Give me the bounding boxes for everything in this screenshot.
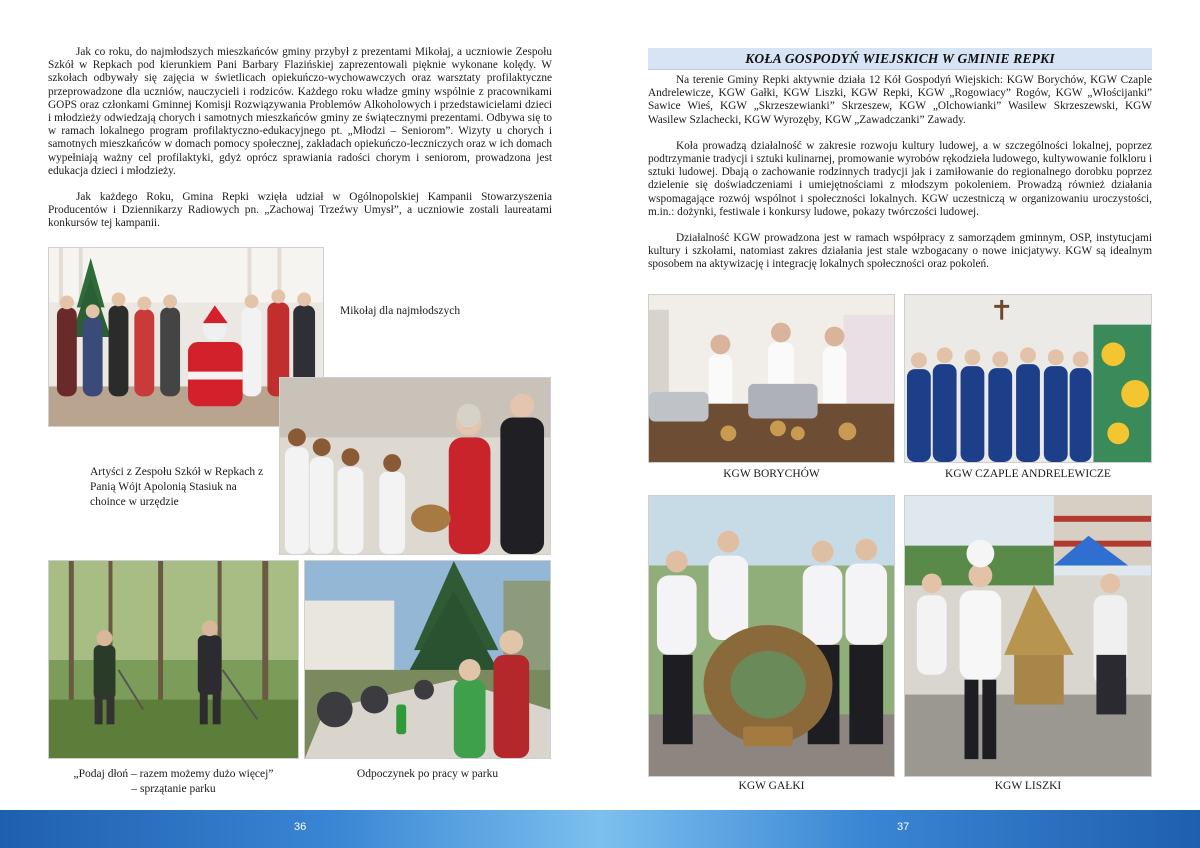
caption-artysci: Artyści z Zespołu Szkół w Repkach z Panią Wójt Apolonią Stasiuk na choince w urzędzie [90,466,264,508]
section-heading-bar [648,48,1152,70]
photo-sprzatanie-image [49,561,298,758]
section-heading: KOŁA GOSPODYŃ WIEJSKICH W GMINIE REPKI [745,50,1055,66]
right-page [600,0,1200,810]
caption-podaj-dlon [48,767,299,797]
photo-galki-image [649,496,894,776]
photo-odpoczynek [304,560,551,759]
left-page [0,0,600,810]
photo-kgw-liszki [904,495,1152,777]
right-paragraph-1: Na terenie Gminy Repki aktywnie działa 12 Kół Gospodyń Wiejskich: KGW Borychów, KGW Czaple Andrelewicze, KGW Gałki, KGW Liszki, KGW Repki, KGW „Rogowiacy” Rogów, KGW „Włościjanki” Sawice Wieś, KGW „Skrzeszewianki” Skrzeszew, KGW „Olchowianki” Wasilew Skrzeszewski, KGW Wasilew Szlachecki, KGW Wyrozęby, KGW „Zawadczanki” Zawady. [648,74,1152,126]
photo-borychow-image [649,295,894,462]
photo-artysci [279,377,551,555]
caption-mikolaj: Mikołaj dla najmłodszych [340,305,461,317]
left-text-block [48,46,552,244]
photo-kgw-czaple [904,294,1152,463]
photo-kgw-galki [648,495,895,777]
caption-odpoczynek: Odpoczynek po pracy w parku [356,768,499,780]
right-paragraph-2: Koła prowadzą działalność w zakresie rozwoju kultury ludowej, a w szczególności lokalnej, poprzez podtrzymanie tradycji i sztuki kulinarnej, promowanie wyrobów rękodzieła ludowego, kultywowanie folkloru i sztuki ludowej. Dbają o zachowanie rodzinnych tradycji jak i zamiłowanie do regionalnego dorobku poprzez dzielenie się doświadczeniami i umiejętnościami z młodszym pokoleniem. Prowadzą również działania wspomagające rozwój wspólnot i społeczności lokalnych. KGW uczestniczą w organizowaniu uroczystości, m.in.: dożynki, festiwale i konkursy ludowe, pokazy twórczości ludowej. [648,139,1152,218]
photo-artysci-image [280,378,550,554]
photo-odpoczynek-image [305,561,550,758]
left-paragraph-1: Jak co roku, do najmłodszych mieszkańców gminy przybył z prezentami Mikołaj, a uczniowie Zespołu Szkół w Repkach pod kierunkiem Pani Barbary Flazińskiej zaprezentowali pięknie wykonane kolędy. W szkołach odbywały się zajęcia w świetlicach opiekuńczo-wychowawczych oraz warsztaty profilaktyczne przeprowadzone dla uczniów, nauczycieli i rodziców. Każdego roku władze gminy wspólnie z pracownikami GOPS oraz członkami Gminnej Komisji Rozwiązywania Problemów Alkoholowych i przedstawicielami dzieci i młodzieży odwiedzają chorych i samotnych mieszkańców gminy ze świątecznymi prezentami. Odbywa się to w ramach lokalnego program profilaktyczno-edukacyjnego pt. „Młodzi – Seniorom”. Wizyty u chorych i samotnych mieszkańców w domach pomocy społecznej, zakładach opiekuńczo-leczniczych oraz w ich domach wypełniają ważny cel profilaktyki, gdyż oprócz sprawiania radości chorym i seniorom, prowadzona jest edukacja dzieci i młodzieży. [48,46,552,177]
caption-kgw-borychow: KGW BORYCHÓW [723,468,820,480]
caption-kgw-galki: KGW GAŁKI [738,780,805,792]
page-number-right: 37 [897,821,910,833]
page-number-left: 36 [294,821,307,833]
caption-podaj-dlon-line-2: – sprzątanie parku [131,783,216,795]
right-text-block [648,74,1152,285]
photo-czaple-image [905,295,1151,462]
footer-bar [0,810,1200,848]
caption-kgw-liszki: KGW LISZKI [994,780,1062,792]
photo-liszki-image [905,496,1151,776]
photo-kgw-borychow [648,294,895,463]
photo-sprzatanie-parku [48,560,299,759]
caption-kgw-czaple: KGW CZAPLE ANDRELEWICZE [945,468,1111,480]
caption-podaj-dlon-line-1: „Podaj dłoń – razem możemy dużo więcej” [73,768,274,780]
left-paragraph-2: Jak każdego Roku, Gmina Repki wzięła udział w Ogólnopolskiej Kampanii Stowarzyszenia Producentów i Dziennikarzy Radiowych pn. „Zachowaj Trzeźwy Umysł”, a uczniowie zostali laureatami konkursów tej kampanii. [48,191,552,230]
right-paragraph-3: Działalność KGW prowadzona jest w ramach współpracy z samorządem gminnym, OSP, instytucjami kultury i szkołami, natomiast zakres działania jest stale wzbogacany o nowe inicjatywy. KGW są idealnym sposobem na aktywizację i integrację lokalnych społeczności oraz pokoleń. [648,232,1152,271]
